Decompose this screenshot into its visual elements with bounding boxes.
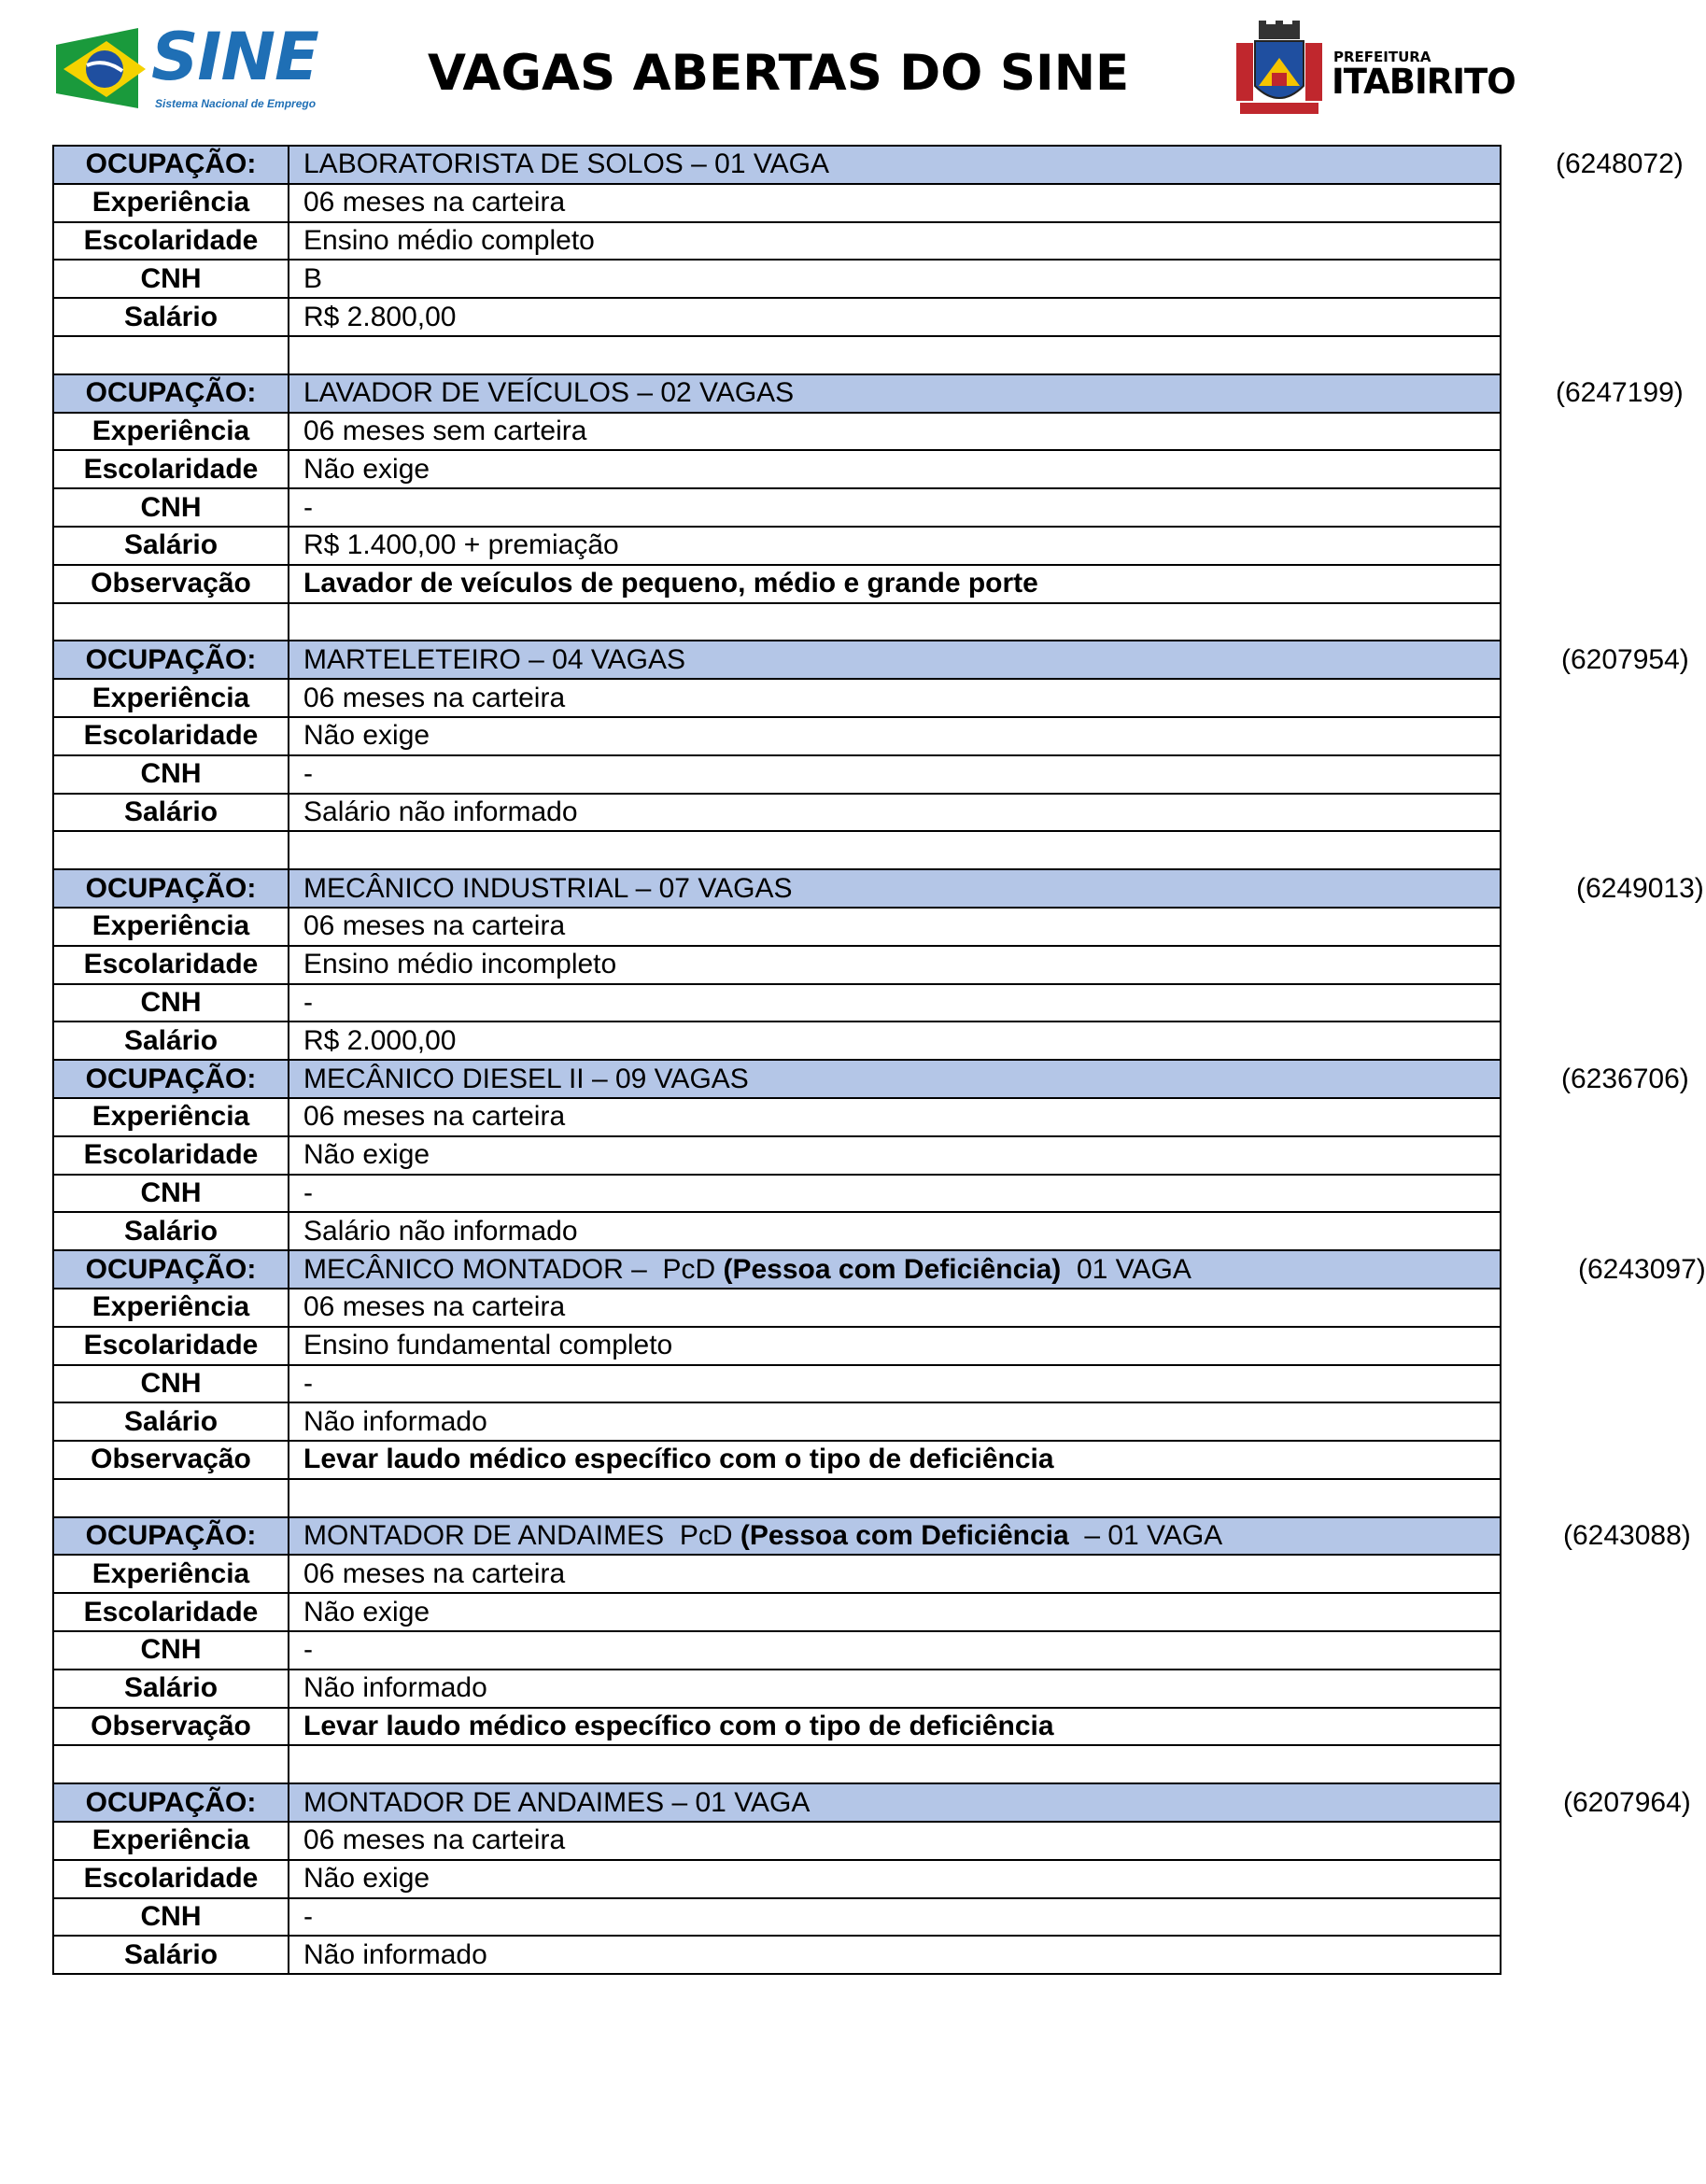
job-education-row [53, 1593, 1501, 1631]
spacer-row [53, 336, 1501, 374]
page-title: VAGAS ABERTAS DO SINE [428, 45, 1130, 102]
spacer-row [53, 603, 1501, 641]
salary-label: Salário [53, 527, 289, 565]
note-value: Levar laudo médico específico com o tipo de deficiência [289, 1708, 1501, 1746]
spacer-cell [53, 603, 289, 641]
occupation-label: OCUPAÇÃO: [53, 1517, 289, 1556]
salary-value: Não informado [289, 1936, 1501, 1974]
note-label: Observação [53, 565, 289, 603]
job-occupation-row [53, 1250, 1501, 1289]
experience-label: Experiência [53, 413, 289, 451]
experience-label: Experiência [53, 679, 289, 717]
job-note-row [53, 565, 1501, 603]
job-experience-row [53, 1822, 1501, 1860]
spacer-cell [53, 1479, 289, 1517]
experience-value: 06 meses na carteira [289, 908, 1501, 946]
occupation-title: LAVADOR DE VEÍCULOS – 02 VAGAS [303, 377, 795, 409]
license-value: B [289, 260, 1501, 298]
job-salary-row [53, 1212, 1501, 1250]
spacer-cell [53, 1745, 289, 1783]
job-education-row [53, 717, 1501, 755]
salary-label: Salário [53, 1212, 289, 1250]
salary-value: R$ 1.400,00 + premiação [289, 527, 1501, 565]
job-occupation-row [53, 1783, 1501, 1822]
brazil-flag-icon [56, 28, 149, 108]
job-salary-row [53, 298, 1501, 336]
job-experience-row [53, 1555, 1501, 1593]
salary-value: Salário não informado [289, 1212, 1501, 1250]
salary-value: Não informado [289, 1402, 1501, 1441]
education-label: Escolaridade [53, 1136, 289, 1175]
license-value: - [289, 755, 1501, 794]
prefeitura-label: PREFEITURA [1333, 49, 1431, 65]
occupation-title-prefix: MECÂNICO MONTADOR – PcD [303, 1253, 724, 1285]
spacer-cell [289, 831, 1501, 869]
license-label: CNH [53, 755, 289, 794]
spacer-cell [289, 1479, 1501, 1517]
sine-logo [56, 19, 327, 117]
experience-value: 06 meses na carteira [289, 1822, 1501, 1860]
salary-value: Não informado [289, 1670, 1501, 1708]
experience-value: 06 meses na carteira [289, 1289, 1501, 1327]
job-occupation-row [53, 869, 1501, 908]
salary-value: R$ 2.000,00 [289, 1022, 1501, 1060]
prefeitura-city: ITABIRITO [1332, 62, 1516, 102]
license-label: CNH [53, 488, 289, 527]
occupation-code: (6207954) [1561, 643, 1689, 675]
salary-value: Salário não informado [289, 794, 1501, 832]
occupation-code: (6243097) [1578, 1253, 1706, 1285]
job-salary-row [53, 1670, 1501, 1708]
job-salary-row [53, 794, 1501, 832]
occupation-code: (6249013) [1576, 872, 1704, 904]
job-occupation-row [53, 641, 1501, 679]
occupation-code: (6207964) [1563, 1786, 1691, 1818]
job-license-row [53, 1631, 1501, 1670]
job-experience-row [53, 908, 1501, 946]
occupation-title-prefix: MONTADOR DE ANDAIMES PcD [303, 1520, 740, 1552]
job-occupation-row [53, 1517, 1501, 1556]
experience-label: Experiência [53, 1098, 289, 1136]
spacer-row [53, 1479, 1501, 1517]
occupation-value [289, 641, 1689, 679]
job-license-row [53, 488, 1501, 527]
job-experience-row [53, 1098, 1501, 1136]
salary-label: Salário [53, 794, 289, 832]
note-value: Lavador de veículos de pequeno, médio e grande porte [289, 565, 1501, 603]
occupation-label: OCUPAÇÃO: [53, 1060, 289, 1098]
spacer-cell [289, 1745, 1501, 1783]
experience-value: 06 meses na carteira [289, 1098, 1501, 1136]
occupation-code: (6236706) [1561, 1063, 1689, 1094]
spacer-cell [289, 603, 1501, 641]
education-value: Não exige [289, 1136, 1501, 1175]
occupation-label: OCUPAÇÃO: [53, 374, 289, 413]
occupation-title: LABORATORISTA DE SOLOS – 01 VAGA [303, 148, 829, 180]
occupation-title-pcd: (Pessoa com Deficiência) [723, 1253, 1062, 1285]
occupation-value [289, 146, 1684, 184]
education-value: Não exige [289, 1860, 1501, 1898]
occupation-value [289, 1517, 1691, 1556]
education-value: Não exige [289, 450, 1501, 488]
experience-value: 06 meses na carteira [289, 1555, 1501, 1593]
experience-label: Experiência [53, 1289, 289, 1327]
job-salary-row [53, 1022, 1501, 1060]
job-education-row [53, 1327, 1501, 1365]
occupation-title: MARTELETEIRO – 04 VAGAS [303, 643, 686, 675]
education-value: Ensino médio completo [289, 222, 1501, 261]
occupation-label: OCUPAÇÃO: [53, 869, 289, 908]
job-experience-row [53, 413, 1501, 451]
occupation-code: (6243088) [1563, 1520, 1691, 1552]
salary-label: Salário [53, 1402, 289, 1441]
job-education-row [53, 222, 1501, 261]
license-value: - [289, 1175, 1501, 1213]
education-label: Escolaridade [53, 1860, 289, 1898]
experience-value: 06 meses sem carteira [289, 413, 1501, 451]
license-label: CNH [53, 1175, 289, 1213]
experience-label: Experiência [53, 908, 289, 946]
spacer-cell [289, 336, 1501, 374]
license-label: CNH [53, 1631, 289, 1670]
occupation-label: OCUPAÇÃO: [53, 1250, 289, 1289]
occupation-title: MECÂNICO INDUSTRIAL – 07 VAGAS [303, 872, 793, 904]
occupation-title: MECÂNICO DIESEL II – 09 VAGAS [303, 1063, 749, 1094]
spacer-row [53, 831, 1501, 869]
job-education-row [53, 1860, 1501, 1898]
occupation-code: (6247199) [1556, 377, 1684, 409]
experience-label: Experiência [53, 184, 289, 222]
education-label: Escolaridade [53, 1593, 289, 1631]
education-value: Ensino médio incompleto [289, 946, 1501, 984]
job-experience-row [53, 184, 1501, 222]
occupation-label: OCUPAÇÃO: [53, 1783, 289, 1822]
note-label: Observação [53, 1708, 289, 1746]
job-license-row [53, 260, 1501, 298]
prefeitura-logo [1231, 21, 1516, 119]
sine-subtitle: Sistema Nacional de Emprego [155, 97, 317, 110]
note-label: Observação [53, 1441, 289, 1479]
occupation-title-suffix: – 01 VAGA [1068, 1520, 1223, 1552]
spacer-cell [53, 336, 289, 374]
occupation-label: OCUPAÇÃO: [53, 146, 289, 184]
note-value: Levar laudo médico específico com o tipo de deficiência [289, 1441, 1501, 1479]
occupation-title-pcd: (Pessoa com Deficiência [740, 1520, 1069, 1552]
education-label: Escolaridade [53, 450, 289, 488]
license-label: CNH [53, 1365, 289, 1403]
job-experience-row [53, 679, 1501, 717]
license-value: - [289, 984, 1501, 1022]
education-label: Escolaridade [53, 717, 289, 755]
page-header [0, 0, 1544, 140]
job-note-row [53, 1708, 1501, 1746]
job-license-row [53, 984, 1501, 1022]
experience-value: 06 meses na carteira [289, 184, 1501, 222]
experience-label: Experiência [53, 1822, 289, 1860]
license-label: CNH [53, 260, 289, 298]
education-label: Escolaridade [53, 1327, 289, 1365]
education-label: Escolaridade [53, 946, 289, 984]
occupation-value [289, 1783, 1691, 1822]
education-value: Não exige [289, 717, 1501, 755]
job-license-row [53, 1898, 1501, 1937]
job-education-row [53, 946, 1501, 984]
salary-label: Salário [53, 1670, 289, 1708]
job-salary-row [53, 1402, 1501, 1441]
occupation-value [289, 1060, 1689, 1098]
job-openings-table [52, 145, 1706, 1975]
spacer-row [53, 1745, 1501, 1783]
occupation-value [289, 869, 1704, 908]
occupation-value [289, 374, 1684, 413]
license-value: - [289, 488, 1501, 527]
job-education-row [53, 1136, 1501, 1175]
job-salary-row [53, 527, 1501, 565]
education-value: Não exige [289, 1593, 1501, 1631]
license-value: - [289, 1898, 1501, 1937]
occupation-title: MONTADOR DE ANDAIMES – 01 VAGA [303, 1786, 811, 1818]
job-license-row [53, 755, 1501, 794]
job-note-row [53, 1441, 1501, 1479]
job-salary-row [53, 1936, 1501, 1974]
coat-of-arms-icon [1231, 21, 1328, 119]
job-occupation-row [53, 374, 1501, 413]
salary-value: R$ 2.800,00 [289, 298, 1501, 336]
salary-label: Salário [53, 298, 289, 336]
job-license-row [53, 1175, 1501, 1213]
salary-label: Salário [53, 1936, 289, 1974]
license-value: - [289, 1631, 1501, 1670]
education-value: Ensino fundamental completo [289, 1327, 1501, 1365]
job-experience-row [53, 1289, 1501, 1327]
occupation-code: (6248072) [1556, 148, 1684, 180]
license-label: CNH [53, 1898, 289, 1937]
license-value: - [289, 1365, 1501, 1403]
job-education-row [53, 450, 1501, 488]
occupation-label: OCUPAÇÃO: [53, 641, 289, 679]
sine-wordmark: SINE [151, 19, 318, 95]
salary-label: Salário [53, 1022, 289, 1060]
license-label: CNH [53, 984, 289, 1022]
occupation-value [289, 1250, 1706, 1289]
experience-label: Experiência [53, 1555, 289, 1593]
education-label: Escolaridade [53, 222, 289, 261]
occupation-title-suffix: 01 VAGA [1061, 1253, 1191, 1285]
spacer-cell [53, 831, 289, 869]
job-occupation-row [53, 146, 1501, 184]
job-occupation-row [53, 1060, 1501, 1098]
job-license-row [53, 1365, 1501, 1403]
experience-value: 06 meses na carteira [289, 679, 1501, 717]
